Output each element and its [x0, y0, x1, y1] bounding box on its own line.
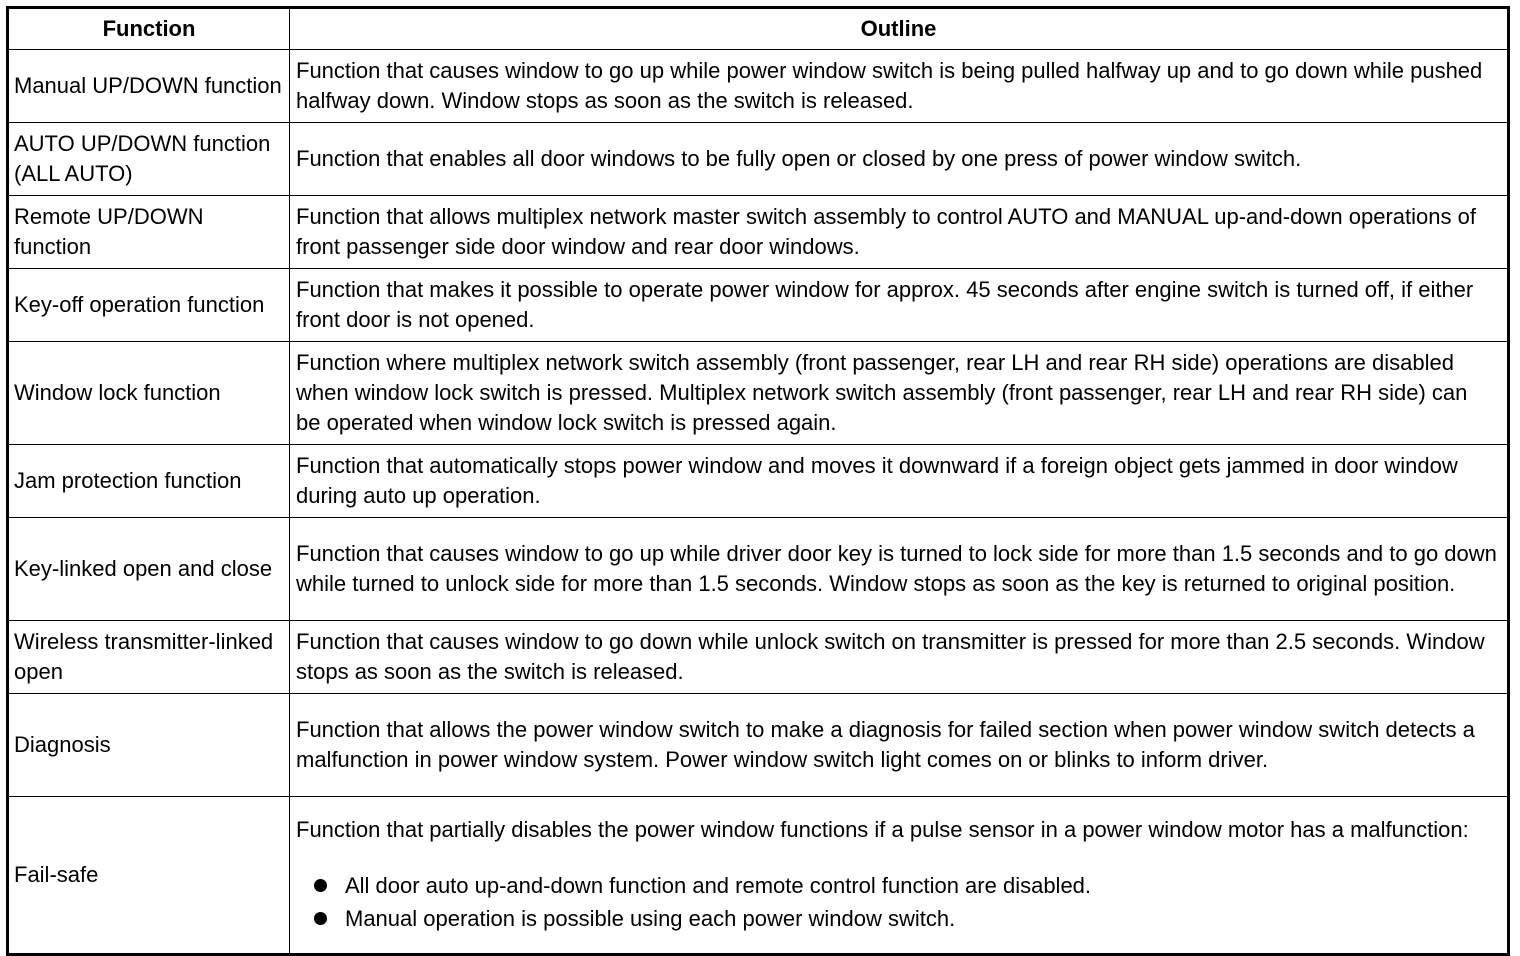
row-function-cell: Key-linked open and close: [8, 518, 290, 621]
row-function-cell: Wireless transmitter-linked open: [8, 621, 290, 694]
list-item: [296, 869, 1497, 902]
table-row: [8, 269, 1509, 342]
row-function-cell: Remote UP/DOWN function: [8, 196, 290, 269]
table-row: [8, 342, 1509, 445]
bullet-text: Manual operation is possible using each power window switch.: [345, 906, 956, 931]
row-function-cell: Key-off operation function: [8, 269, 290, 342]
table-row: [8, 196, 1509, 269]
row-function-cell: Manual UP/DOWN function: [8, 50, 290, 123]
table-row: [8, 50, 1509, 123]
table-header-row: [8, 8, 1509, 50]
table-row: [8, 445, 1509, 518]
table-row: [8, 797, 1509, 955]
fail-safe-bullet-list: [296, 869, 1497, 935]
row-function-cell: Diagnosis: [8, 694, 290, 797]
bullet-icon: [314, 879, 327, 892]
row-outline-cell: Function that causes window to go up while driver door key is turned to lock side for more than 1.5 seconds and to go down while turned to unlock side for more than 1.5 seconds. Window stops as soon as the key is returned to original position.: [290, 518, 1509, 621]
header-outline: Outline: [290, 8, 1509, 50]
row-function-cell: Window lock function: [8, 342, 290, 445]
row-outline-cell: Function that enables all door windows to be fully open or closed by one press of power window switch.: [290, 123, 1509, 196]
row-outline-cell: Function that automatically stops power window and moves it downward if a foreign object gets jammed in door window during auto up operation.: [290, 445, 1509, 518]
table-row: [8, 694, 1509, 797]
power-window-function-table: [6, 6, 1510, 956]
row-outline-cell: Function that allows the power window switch to make a diagnosis for failed section when power window switch detects a malfunction in power window system. Power window switch light comes on or blinks to inform driver.: [290, 694, 1509, 797]
table-row: [8, 621, 1509, 694]
row-outline-cell: Function where multiplex network switch assembly (front passenger, rear LH and rear RH side) operations are disabled when window lock switch is pressed. Multiplex network switch assembly (front passenger, rear LH and rear RH side) can be operated when window lock switch is pressed again.: [290, 342, 1509, 445]
row-outline-cell: Function that allows multiplex network master switch assembly to control AUTO and MANUAL up-and-down operations of front passenger side door window and rear door windows.: [290, 196, 1509, 269]
table-row: [8, 518, 1509, 621]
row-outline-cell: Function that causes window to go up while power window switch is being pulled halfway up and to go down while pushed halfway down. Window stops as soon as the switch is released.: [290, 50, 1509, 123]
row-function-cell: Fail-safe: [8, 797, 290, 955]
row-outline-cell: Function that makes it possible to operate power window for approx. 45 seconds after engine switch is turned off, if either front door is not opened.: [290, 269, 1509, 342]
header-function: Function: [8, 8, 290, 50]
list-item: [296, 902, 1497, 935]
bullet-text: All door auto up-and-down function and remote control function are disabled.: [345, 873, 1092, 898]
fail-safe-outline-text: Function that partially disables the power window functions if a pulse sensor in a power window motor has a malfunction:: [296, 817, 1469, 842]
table-row: [8, 123, 1509, 196]
bullet-icon: [314, 912, 327, 925]
row-function-cell: Jam protection function: [8, 445, 290, 518]
row-outline-cell: Function that causes window to go down while unlock switch on transmitter is pressed for more than 2.5 seconds. Window stops as soon as the switch is released.: [290, 621, 1509, 694]
row-function-cell: AUTO UP/DOWN function (ALL AUTO): [8, 123, 290, 196]
row-outline-cell: [290, 797, 1509, 955]
